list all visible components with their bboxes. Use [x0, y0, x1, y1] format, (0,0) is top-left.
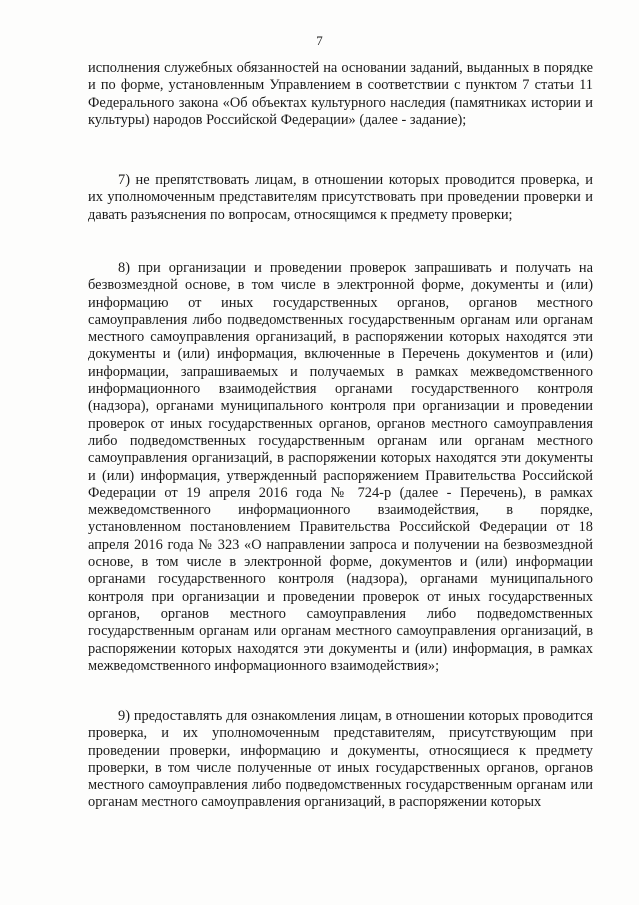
paragraph-item-9: 9) предоставлять для ознакомления лицам, в отношении которых проводится проверка, и их уполномоченным представителям, присутствующим при проведении проверки, информацию и документы, относящиеся к предмету проверки, в том числе полученные от иных государственных органов, органов местного самоуправления либо подведомственных государственным органам или органам местного самоуправления организаций, в распоряжении которых [88, 708, 593, 811]
paragraph-continuation: исполнения служебных обязанностей на основании заданий, выданных в порядке и по форме, установленным Управлением в соответствии с пунктом 7 статьи 11 Федерального закона «Об объектах культурного наследия (памятниках истории и культуры) народов Российской Федерации» (далее - задание); [88, 60, 593, 128]
page-number: 7 [316, 33, 323, 48]
paragraph-item-8: 8) при организации и проведении проверок запрашивать и получать на безвозмездной основе, в том числе в электронной форме, документы и (или) информацию от иных государственных органов, органов местного самоуправления либо подведомственных государственным органам или органам местного самоуправления организаций, в распоряжении которых находятся эти документы и (или) информация, включенные в Перечень документов и (или) информации, запрашиваемых и получаемых в рамках межведомственного информационного взаимодействия органами государственного контроля (надзора), органами муниципального контроля при организации и проведении проверок от иных государственных органов, органов местного самоуправления либо подведомственных государственным органам или органам местного самоуправления организаций, в распоряжении которых находятся эти документы и (или) информация, утвержденный распоряжением Правительства Российской Федерации от 19 апреля 2016 года № 724-р (далее - Перечень), в рамках межведомственного информационного взаимодействия, в порядке, установленном постановлением Правительства Российской Федерации от 18 апреля 2016 года № 323 «О направлении запроса и получении на безвозмездной основе, в том числе в электронной форме, документов и (или) информации органами государственного контроля (надзора), органами муниципального контроля при организации и проведении проверок от иных государственных органов, органов местного самоуправления либо подведомственных государственным органам или органам местного самоуправления организаций, в распоряжении которых находятся эти документы и (или) информация, в рамках межведомственного информационного взаимодействия»; [88, 260, 593, 674]
paragraph-item-7: 7) не препятствовать лицам, в отношении которых проводится проверка, и их уполномоченным представителям присутствовать при проведении проверки и давать разъяснения по вопросам, относящимся к предмету проверки; [88, 172, 593, 223]
